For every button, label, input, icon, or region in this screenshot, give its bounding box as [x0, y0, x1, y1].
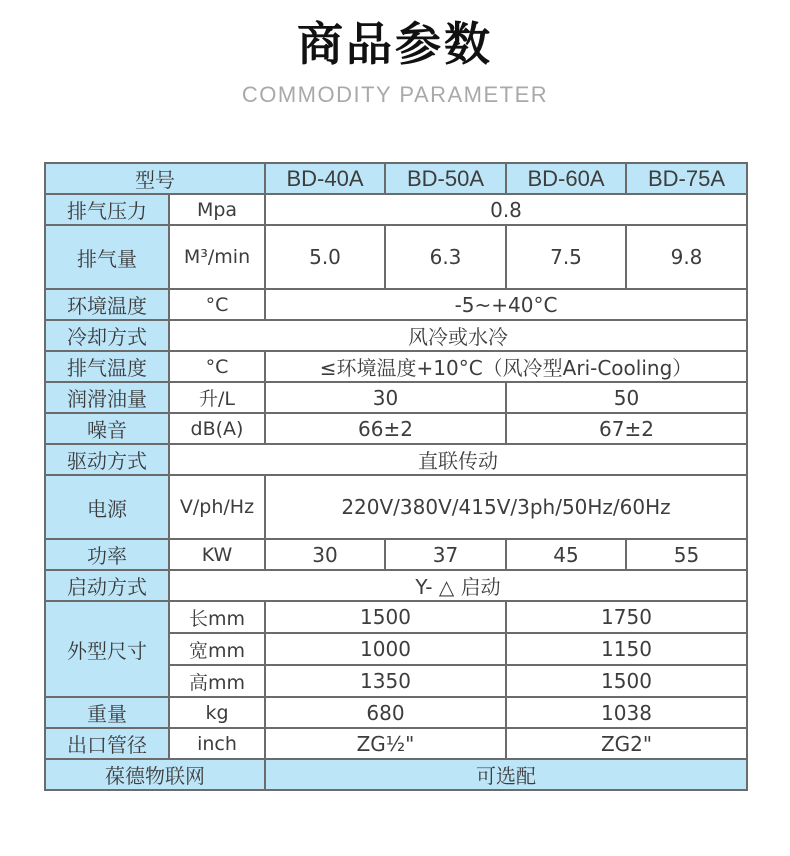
power-label: 功率 [45, 539, 169, 570]
height-value-2: 1500 [506, 665, 747, 697]
row-ambient-temp [45, 289, 747, 320]
length-value-1: 1500 [265, 601, 506, 633]
power-value-3: 45 [506, 539, 626, 570]
ambient-temp-value: -5~+40°C [265, 289, 747, 320]
weight-label: 重量 [45, 697, 169, 728]
model-1: BD-40A [265, 163, 385, 194]
flow-label: 排气量 [45, 225, 169, 289]
weight-unit: kg [169, 697, 265, 728]
exhaust-temp-label: 排气温度 [45, 351, 169, 382]
noise-value-2: 67±2 [506, 413, 747, 444]
pressure-label: 排气压力 [45, 194, 169, 225]
length-value-2: 1750 [506, 601, 747, 633]
flow-value-4: 9.8 [626, 225, 747, 289]
noise-label: 噪音 [45, 413, 169, 444]
row-model [45, 163, 747, 194]
row-drive [45, 444, 747, 475]
outlet-value-2: ZG2" [506, 728, 747, 759]
power-supply-unit: V/ph/Hz [169, 475, 265, 539]
row-power-supply [45, 475, 747, 539]
weight-value-2: 1038 [506, 697, 747, 728]
model-3: BD-60A [506, 163, 626, 194]
oil-value-1: 30 [265, 382, 506, 413]
row-power [45, 539, 747, 570]
width-unit: 宽mm [169, 633, 265, 665]
ambient-temp-label: 环境温度 [45, 289, 169, 320]
drive-value: 直联传动 [169, 444, 747, 475]
row-start [45, 570, 747, 601]
power-unit: KW [169, 539, 265, 570]
pressure-unit: Mpa [169, 194, 265, 225]
oil-value-2: 50 [506, 382, 747, 413]
row-pressure [45, 194, 747, 225]
model-2: BD-50A [385, 163, 506, 194]
height-value-1: 1350 [265, 665, 506, 697]
model-4: BD-75A [626, 163, 747, 194]
flow-value-2: 6.3 [385, 225, 506, 289]
width-value-2: 1150 [506, 633, 747, 665]
start-label: 启动方式 [45, 570, 169, 601]
power-supply-label: 电源 [45, 475, 169, 539]
drive-label: 驱动方式 [45, 444, 169, 475]
outlet-label: 出口管径 [45, 728, 169, 759]
exhaust-temp-unit: °C [169, 351, 265, 382]
row-noise [45, 413, 747, 444]
power-value-2: 37 [385, 539, 506, 570]
ambient-temp-unit: °C [169, 289, 265, 320]
flow-value-3: 7.5 [506, 225, 626, 289]
outlet-unit: inch [169, 728, 265, 759]
row-dim-length [45, 601, 747, 633]
page-title: 商品参数 [297, 17, 493, 71]
pressure-value: 0.8 [265, 194, 747, 225]
page-subtitle: COMMODITY PARAMETER [241, 82, 549, 107]
row-outlet [45, 728, 747, 759]
iot-value: 可选配 [265, 759, 747, 790]
cooling-label: 冷却方式 [45, 320, 169, 351]
oil-unit: 升/L [169, 382, 265, 413]
noise-value-1: 66±2 [265, 413, 506, 444]
height-unit: 高mm [169, 665, 265, 697]
iot-label: 葆德物联网 [45, 759, 265, 790]
start-value: Y- △ 启动 [169, 570, 747, 601]
power-supply-value: 220V/380V/415V/3ph/50Hz/60Hz [265, 475, 747, 539]
outlet-value-1: ZG½" [265, 728, 506, 759]
oil-label: 润滑油量 [45, 382, 169, 413]
length-unit: 长mm [169, 601, 265, 633]
row-weight [45, 697, 747, 728]
model-label: 型号 [45, 163, 265, 194]
noise-unit: dB(A) [169, 413, 265, 444]
spec-table [44, 162, 748, 791]
exhaust-temp-value: ≤环境温度+10°C（风冷型Ari-Cooling） [265, 351, 747, 382]
weight-value-1: 680 [265, 697, 506, 728]
power-value-4: 55 [626, 539, 747, 570]
width-value-1: 1000 [265, 633, 506, 665]
row-iot [45, 759, 747, 790]
cooling-value: 风冷或水冷 [169, 320, 747, 351]
row-cooling [45, 320, 747, 351]
flow-unit: M³/min [169, 225, 265, 289]
flow-value-1: 5.0 [265, 225, 385, 289]
row-flow [45, 225, 747, 289]
row-exhaust-temp [45, 351, 747, 382]
row-oil [45, 382, 747, 413]
dimensions-label: 外型尺寸 [45, 601, 169, 697]
power-value-1: 30 [265, 539, 385, 570]
